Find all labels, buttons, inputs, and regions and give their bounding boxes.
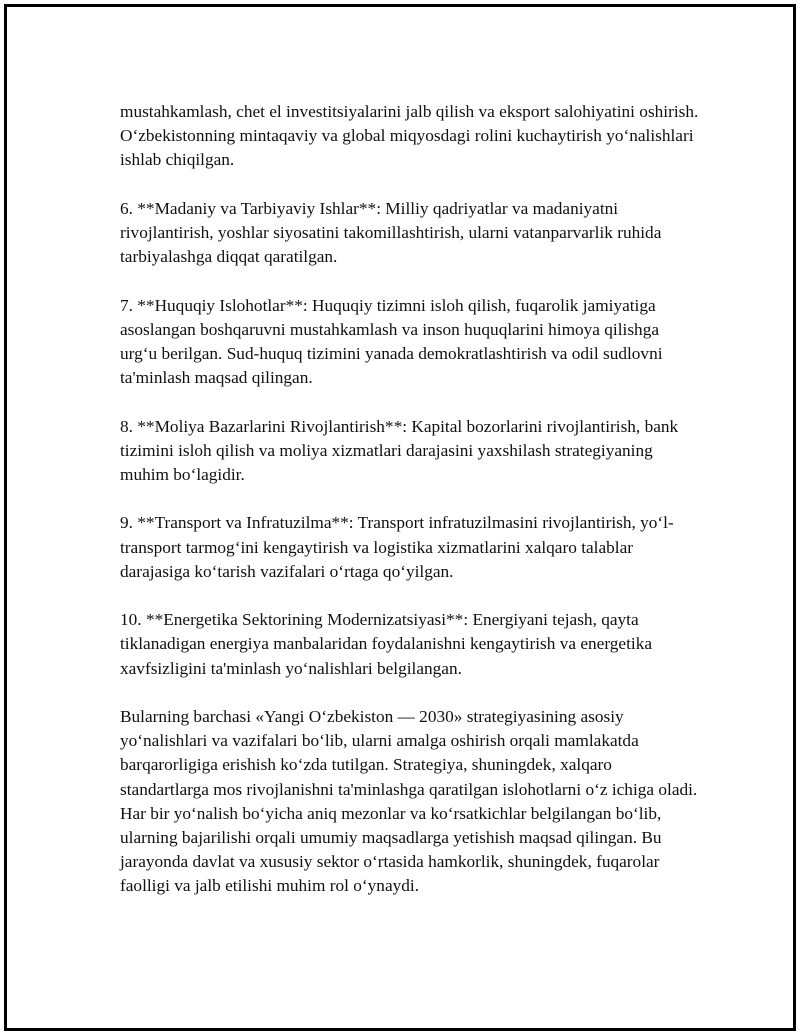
paragraph-item-10: 10. **Energetika Sektorining Modernizatsiyasi**: Energiyani tejash, qayta tiklanadigan energiya manbalaridan foydalanishni kengaytirish va energetika xavfsizligini ta'minlash yo‘nalishlari belgilangan. xyxy=(120,610,653,678)
paragraph-conclusion: Bularning barchasi «Yangi O‘zbekiston — 2030» strategiyasining asosiy yo‘nalishlari va vazifalari bo‘lib, ularni amalga oshirish orqali mamlakatda barqarorligiga erishish ko‘zda tutilgan. Strategiya, shuningdek, xalqaro standartlarga mos rivojlanishni ta'minlashga qaratilgan islohotlarni o‘z ichiga oladi. Har bir yo‘nalish bo‘yicha aniq mezonlar va ko‘rsatkichlar belgilangan bo‘lib, ularning bajarilishi orqali umumiy maqsadlarga yetishish maqsad qilingan. Bu jarayonda davlat va xususiy sektor o‘rtasida hamkorlik, shuningdek, fuqarolar faolligi va jalb etilishi muhim rol o‘ynaydi. xyxy=(120,706,698,896)
page-frame xyxy=(4,4,796,1031)
paragraph-continuation: mustahkamlash, chet el investitsiyalarini jalb qilish va eksport salohiyatini oshirish. O‘zbekistonning mintaqaviy va global miqyosdagi rolini kuchaytirish yo‘nalishlari ishlab chiqilgan. xyxy=(120,102,699,170)
document-body xyxy=(120,100,700,899)
paragraph-item-6: 6. **Madaniy va Tarbiyaviy Ishlar**: Milliy qadriyatlar va madaniyatni rivojlantirish, yoshlar siyosatini takomillashtirish, ularni vatanparvarlik ruhida tarbiyalashga diqqat qaratilgan. xyxy=(120,198,662,267)
paragraph-item-8: 8. **Moliya Bazarlarini Rivojlantirish**: Kapital bozorlarini rivojlantirish, bank tizimini isloh qilish va moliya xizmatlari darajasini yaxshilash strategiyaning muhim bo‘lagidir. xyxy=(120,416,679,484)
paragraph-item-7: 7. **Huquqiy Islohotlar**: Huquqiy tizimni isloh qilish, fuqarolik jamiyatiga asoslangan boshqaruvni mustahkamlash va inson huquqlarini himoya qilishga urg‘u berilgan. Sud-huquq tizimini yanada demokratlashtirish va odil sudlovni ta'minlash maqsad qilingan. xyxy=(120,295,663,388)
paragraph-item-9: 9. **Transport va Infratuzilma**: Transport infratuzilmasini rivojlantirish, yo‘l-transport tarmog‘ini kengaytirish va logistika xizmatlarini xalqaro talablar darajasiga ko‘tarish vazifalari o‘rtaga qo‘yilgan. xyxy=(120,513,674,581)
